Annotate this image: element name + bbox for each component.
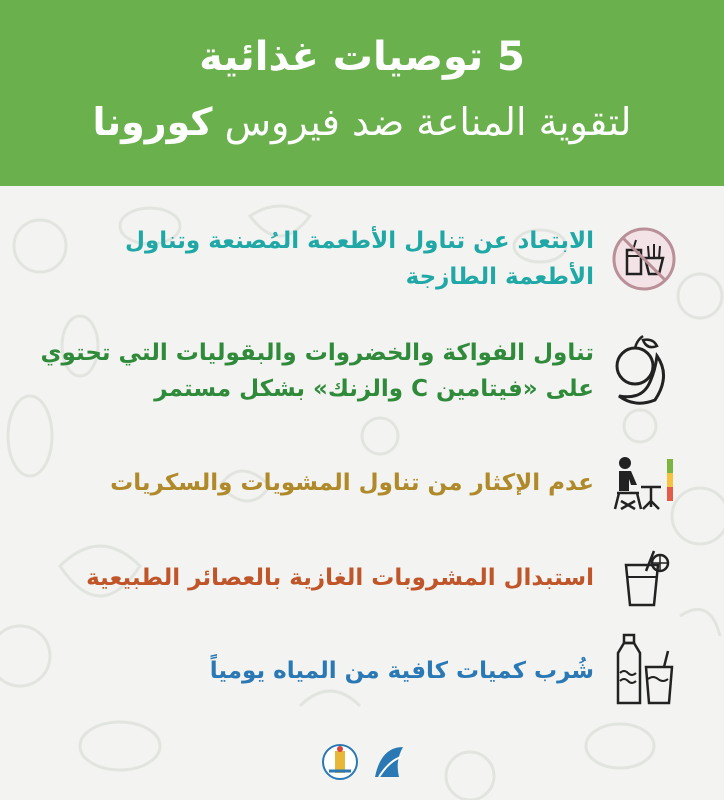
list-item: [40, 452, 680, 514]
list-item: [40, 330, 680, 412]
subtitle-prefix: لتقوية المناعة ضد فيروس: [212, 100, 632, 144]
item-text: استبدال المشروبات الغازية بالعصائر الطبيعية: [86, 565, 594, 591]
item-text: الابتعاد عن تناول الأطعمة المُصنعة وتناول الأطعمة الطازجة: [125, 228, 594, 290]
footer-logos: [320, 738, 410, 786]
page-title: 5 توصيات غذائية: [199, 34, 525, 80]
ribbon-logo: [369, 741, 409, 783]
page-subtitle: [0, 100, 724, 144]
list-item: [40, 546, 680, 610]
eating-person-icon: [608, 453, 680, 513]
no-junk-food-icon: [608, 226, 680, 292]
item-text: تناول الفواكة والخضروات والبقوليات التي تحتوي على «فيتامين C والزنك» بشكل مستمر: [40, 340, 594, 402]
subtitle-highlight: كورونا: [92, 100, 213, 144]
header-banner: [0, 0, 724, 186]
ministry-logo: [321, 741, 359, 783]
item-text: عدم الإكثار من تناول المشويات والسكريات: [110, 470, 594, 496]
juice-glass-icon: [608, 547, 680, 609]
fruits-icon: [608, 332, 680, 410]
list-item: [40, 632, 680, 710]
list-item: [40, 222, 680, 296]
water-bottle-icon: [608, 633, 680, 709]
item-text: شُرب كميات كافية من المياه يومياً: [209, 658, 594, 684]
